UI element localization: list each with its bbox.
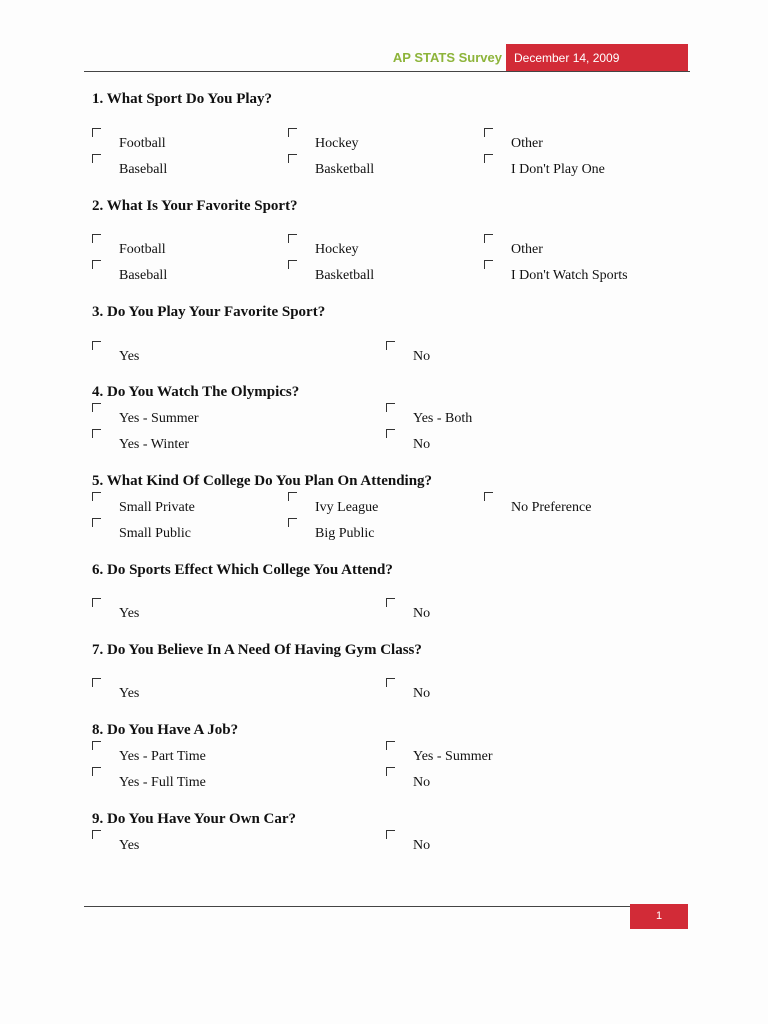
checkbox-icon[interactable] (92, 154, 101, 163)
page-number-badge: 1 (630, 904, 688, 929)
option-label: I Don't Watch Sports (511, 268, 628, 283)
question-title: 9. Do You Have Your Own Car? (92, 811, 297, 827)
checkbox-icon[interactable] (92, 234, 101, 243)
checkbox-icon[interactable] (484, 492, 493, 501)
checkbox-icon[interactable] (92, 741, 101, 750)
checkbox-icon[interactable] (288, 128, 297, 137)
checkbox-icon[interactable] (92, 260, 101, 269)
option-label: Yes - Summer (413, 749, 493, 764)
option-label: No Preference (511, 500, 592, 515)
question-title: 6. Do Sports Effect Which College You Attend? (92, 562, 393, 578)
question-title: 2. What Is Your Favorite Sport? (92, 198, 298, 214)
option-label: Yes - Winter (119, 437, 190, 452)
option-label: Yes (119, 838, 140, 853)
checkbox-icon[interactable] (92, 598, 101, 607)
checkbox-icon[interactable] (386, 341, 395, 350)
checkbox-icon[interactable] (484, 154, 493, 163)
question-title: 4. Do You Watch The Olympics? (92, 384, 300, 400)
checkbox-icon[interactable] (288, 260, 297, 269)
checkbox-icon[interactable] (288, 154, 297, 163)
question-title: 1. What Sport Do You Play? (92, 91, 273, 107)
option-label: Basketball (315, 162, 375, 177)
checkbox-icon[interactable] (386, 767, 395, 776)
checkbox-icon[interactable] (386, 741, 395, 750)
option-label: Baseball (119, 162, 168, 177)
question-title: 7. Do You Believe In A Need Of Having Gym Class? (92, 642, 422, 658)
checkbox-icon[interactable] (484, 234, 493, 243)
option-label: Yes - Part Time (119, 749, 206, 764)
checkbox-icon[interactable] (484, 260, 493, 269)
checkbox-icon[interactable] (386, 598, 395, 607)
checkbox-icon[interactable] (92, 128, 101, 137)
footer-rule (84, 906, 630, 907)
checkbox-icon[interactable] (92, 830, 101, 839)
option-label: Other (511, 242, 543, 257)
option-label: Baseball (119, 268, 168, 283)
checkbox-icon[interactable] (92, 341, 101, 350)
option-label: No (413, 349, 431, 364)
checkbox-icon[interactable] (92, 403, 101, 412)
option-label: Hockey (315, 136, 359, 151)
option-label: Yes (119, 686, 140, 701)
checkbox-icon[interactable] (386, 678, 395, 687)
checkbox-icon[interactable] (92, 678, 101, 687)
option-label: Small Public (119, 526, 191, 541)
option-label: Ivy League (315, 500, 379, 515)
option-label: Football (119, 242, 166, 257)
option-label: No (413, 437, 431, 452)
option-label: Football (119, 136, 166, 151)
header-title: AP STATS Survey (392, 50, 502, 65)
option-label: Yes (119, 349, 140, 364)
option-label: Yes - Full Time (119, 775, 206, 790)
question-title: 5. What Kind Of College Do You Plan On Attending? (92, 473, 433, 489)
checkbox-icon[interactable] (92, 492, 101, 501)
option-label: I Don't Play One (511, 162, 605, 177)
header-rule (84, 71, 690, 72)
checkbox-icon[interactable] (386, 830, 395, 839)
question-title: 8. Do You Have A Job? (92, 722, 239, 738)
option-label: Yes - Both (413, 411, 473, 426)
question-title: 3. Do You Play Your Favorite Sport? (92, 304, 326, 320)
checkbox-icon[interactable] (288, 492, 297, 501)
option-label: Yes (119, 606, 140, 621)
option-label: No (413, 606, 431, 621)
option-label: Basketball (315, 268, 375, 283)
checkbox-icon[interactable] (92, 429, 101, 438)
option-label: No (413, 686, 431, 701)
checkbox-icon[interactable] (92, 518, 101, 527)
option-label: No (413, 838, 431, 853)
option-label: Small Private (119, 500, 195, 515)
checkbox-icon[interactable] (386, 403, 395, 412)
checkbox-icon[interactable] (288, 518, 297, 527)
option-label: Big Public (315, 526, 375, 541)
option-label: No (413, 775, 431, 790)
checkbox-icon[interactable] (386, 429, 395, 438)
header-date-badge: December 14, 2009 (506, 44, 688, 72)
checkbox-icon[interactable] (484, 128, 493, 137)
checkbox-icon[interactable] (288, 234, 297, 243)
option-label: Yes - Summer (119, 411, 199, 426)
checkbox-icon[interactable] (92, 767, 101, 776)
option-label: Other (511, 136, 543, 151)
option-label: Hockey (315, 242, 359, 257)
